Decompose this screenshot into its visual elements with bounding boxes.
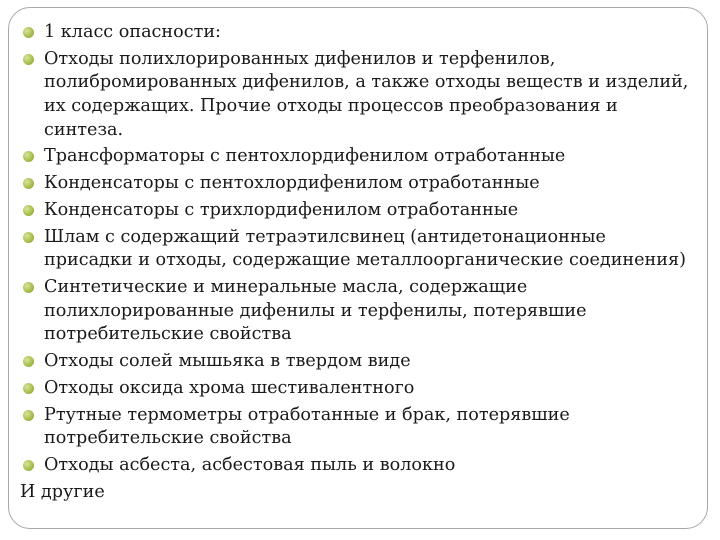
bullet-icon <box>23 356 34 367</box>
bullet-icon <box>23 205 34 216</box>
bullet-icon <box>23 178 34 189</box>
list-item <box>18 350 698 374</box>
slide-content <box>18 21 698 504</box>
bullet-icon <box>23 460 34 471</box>
list-item <box>18 199 698 223</box>
list-item <box>18 48 698 142</box>
list-item-text: Отходы асбеста, асбестовая пыль и волокно <box>44 454 456 475</box>
list-item-text: Синтетические и минеральные масла, содержащие полихлорированные дифенилы и терфенилы, потерявшие потребительские свойства <box>44 277 587 345</box>
list-item-text: Отходы оксида хрома шестивалентного <box>44 377 415 398</box>
list-item-text: Конденсаторы с трихлордифенилом отработанные <box>44 199 519 220</box>
list-item <box>18 276 698 347</box>
bullet-icon <box>23 232 34 243</box>
list-item-text: Шлам с содержащий тетраэтилсвинец (антидетонационные присадки и отходы, содержащие металлоорганические соединения) <box>44 226 686 271</box>
list-item <box>18 172 698 196</box>
list-item-text: Конденсаторы с пентохлордифенилом отработанные <box>44 173 540 194</box>
bullet-icon <box>23 383 34 394</box>
closing-text: И другие <box>20 481 105 502</box>
list-item-text: Ртутные термометры отработанные и брак, потерявшие потребительские свойства <box>44 404 570 449</box>
list-item-text: Трансформаторы с пентохлордифенилом отработанные <box>44 146 566 167</box>
bullet-icon <box>23 54 34 65</box>
list-item <box>18 145 698 169</box>
list-item <box>18 454 698 478</box>
list-item <box>18 377 698 401</box>
list-item <box>18 226 698 273</box>
bullet-icon <box>23 151 34 162</box>
bullet-list <box>18 21 698 478</box>
list-item-text: Отходы полихлорированных дифенилов и терфенилов, полибромированных дифенилов, а также отходы веществ и изделий, их содержащих. Прочие отходы процессов преобразования и синтеза. <box>44 48 689 140</box>
list-item <box>18 21 698 45</box>
list-item-text: Отходы солей мышьяка в твердом виде <box>44 351 411 372</box>
list-item-text: 1 класс опасности: <box>44 22 221 42</box>
list-item <box>18 404 698 451</box>
slide-frame <box>8 7 708 529</box>
bullet-icon <box>23 410 34 421</box>
bullet-icon <box>23 27 34 38</box>
bullet-icon <box>23 282 34 293</box>
